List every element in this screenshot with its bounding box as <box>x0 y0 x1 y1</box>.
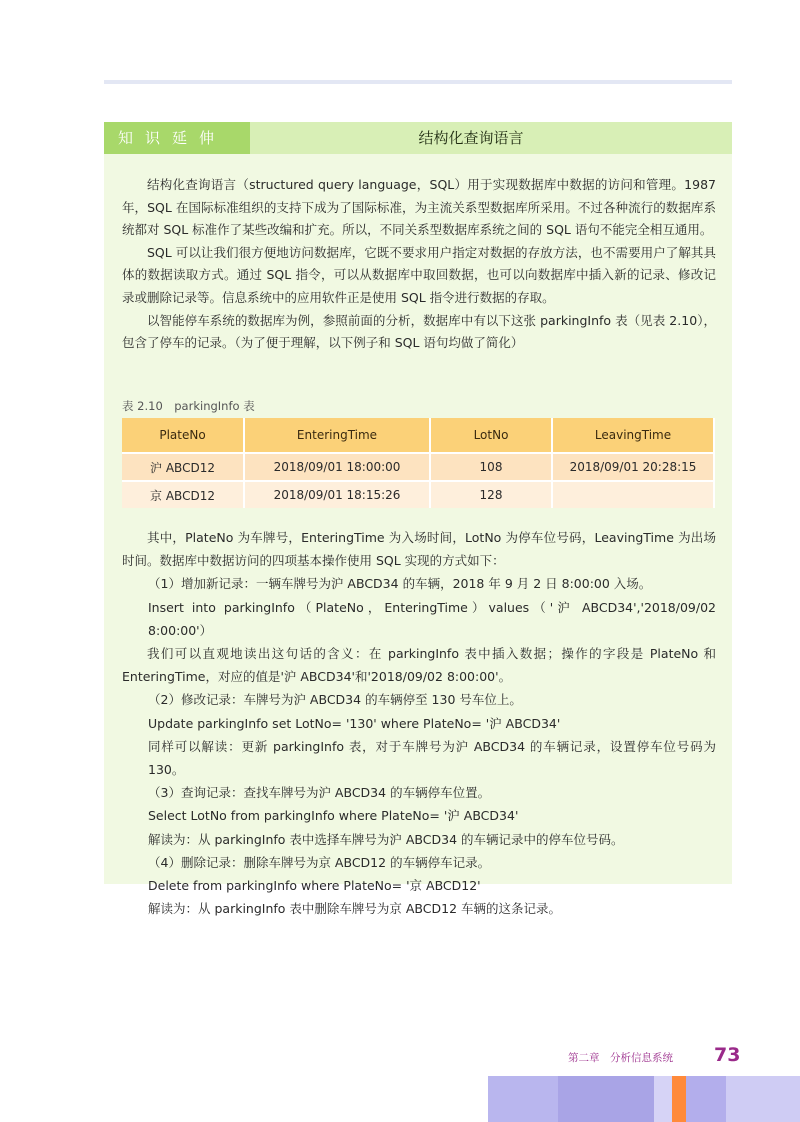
stripe <box>558 1076 654 1122</box>
cell-lot-no: 128 <box>430 481 552 508</box>
box-header <box>104 122 732 154</box>
stripe <box>672 1076 686 1122</box>
stripe <box>654 1076 672 1122</box>
step-select: （3）查询记录：查找车牌号为沪 ABCD34 的车辆停车位置。 <box>148 785 491 801</box>
body-paragraph: 我们可以直观地读出这句话的含义：在 parkingInfo 表中插入数据；操作的字段是 PlateNo 和 EnteringTime，对应的值是'沪 ABCD34'和'2018/09/02 8:00:00'。 <box>122 646 716 685</box>
cell-plate-no: 沪 ABCD12 <box>122 453 244 481</box>
knowledge-extension-box <box>104 122 732 917</box>
step-delete: （4）删除记录：删除车牌号为京 ABCD12 的车辆停车记录。 <box>148 854 491 870</box>
decorative-stripes <box>488 1076 800 1122</box>
stripe <box>686 1076 726 1122</box>
table-header-row <box>122 418 714 453</box>
page-number: 73 <box>714 1044 741 1066</box>
box-title: 结构化查询语言 <box>418 129 524 147</box>
header-leaving-time: LeavingTime <box>552 418 714 453</box>
table-row <box>122 453 714 481</box>
step-update: （2）修改记录：车牌号为沪 ABCD34 的车辆停至 130 号车位上。 <box>148 692 522 708</box>
sql-insert-statement: Insert into parkingInfo（PlateNo，EnteringTime）values（'沪 ABCD34','2018/09/02 8:00:00'） <box>148 599 716 638</box>
body-paragraph: 同样可以解读：更新 parkingInfo 表，对于车牌号为沪 ABCD34 的车辆记录，设置停车位号码为 130。 <box>148 738 716 778</box>
sql-select-statement: Select LotNo from parkingInfo where PlateNo= '沪 ABCD34' <box>148 808 519 824</box>
intro-paragraph: 结构化查询语言（structured query language，SQL）用于实现数据库中数据的访问和管理。1987年，SQL 在国际标准组织的支持下成为了国际标准，为主流关系型数据库所采用。不过各种流行的数据库系统都对 SQL 标准作了某些改编和扩充。所以，不同关系型数据库系统之间的 SQL 语句不能完全相互通用。 <box>122 177 716 238</box>
body-paragraph: 解读为：从 parkingInfo 表中选择车牌号为沪 ABCD34 的车辆记录中的停车位号码。 <box>148 831 624 847</box>
footer-chapter-title: 第二章 分析信息系统 <box>568 1052 673 1064</box>
cell-plate-no: 京 ABCD12 <box>122 481 244 508</box>
stripe <box>488 1076 558 1122</box>
body-paragraph: 解读为：从 parkingInfo 表中删除车牌号为京 ABCD12 车辆的这条记录。 <box>148 901 562 917</box>
table-row <box>122 481 714 508</box>
header-plate-no: PlateNo <box>122 418 244 453</box>
parking-info-table <box>122 418 715 508</box>
intro-paragraph: SQL 可以让我们很方便地访问数据库，它既不要求用户指定对数据的存放方法，也不需要用户了解其具体的数据读取方式。通过 SQL 指令，可以从数据库中取回数据，也可以向数据库中插入新的记录、修改记录或删除记录等。信息系统中的应用软件正是使用 SQL 指令进行数据的存取。 <box>122 244 716 305</box>
step-insert: （1）增加新记录：一辆车牌号为沪 ABCD34 的车辆，2018 年 9 月 2 日 8:00:00 入场。 <box>148 576 652 592</box>
intro-paragraph: 以智能停车系统的数据库为例，参照前面的分析，数据库中有以下这张 parkingInfo 表（见表 2.10），包含了停车的记录。（为了便于理解，以下例子和 SQL 语句均做了简化） <box>122 312 716 351</box>
cell-leaving-time: 2018/09/01 20:28:15 <box>552 453 714 481</box>
body-paragraph: 其中，PlateNo 为车牌号，EnteringTime 为入场时间，LotNo 为停车位号码，LeavingTime 为出场时间。数据库中数据访问的四项基本操作使用 SQL 实现的方式如下： <box>122 530 716 569</box>
cell-lot-no: 108 <box>430 453 552 481</box>
cell-entering-time: 2018/09/01 18:15:26 <box>244 481 430 508</box>
sql-delete-statement: Delete from parkingInfo where PlateNo= '京 ABCD12' <box>148 878 481 894</box>
header-entering-time: EnteringTime <box>244 418 430 453</box>
header-lot-no: LotNo <box>430 418 552 453</box>
cell-entering-time: 2018/09/01 18:00:00 <box>244 453 430 481</box>
intro-text <box>122 174 716 355</box>
top-rule <box>104 80 732 84</box>
sql-update-statement: Update parkingInfo set LotNo= '130' where PlateNo= '沪 ABCD34' <box>148 715 561 731</box>
box-tag: 知识延伸 <box>104 122 250 154</box>
sql-explanation <box>122 526 716 920</box>
cell-leaving-time <box>552 481 714 508</box>
stripe <box>726 1076 800 1122</box>
table-caption: 表 2.10 parkingInfo 表 <box>122 399 255 413</box>
